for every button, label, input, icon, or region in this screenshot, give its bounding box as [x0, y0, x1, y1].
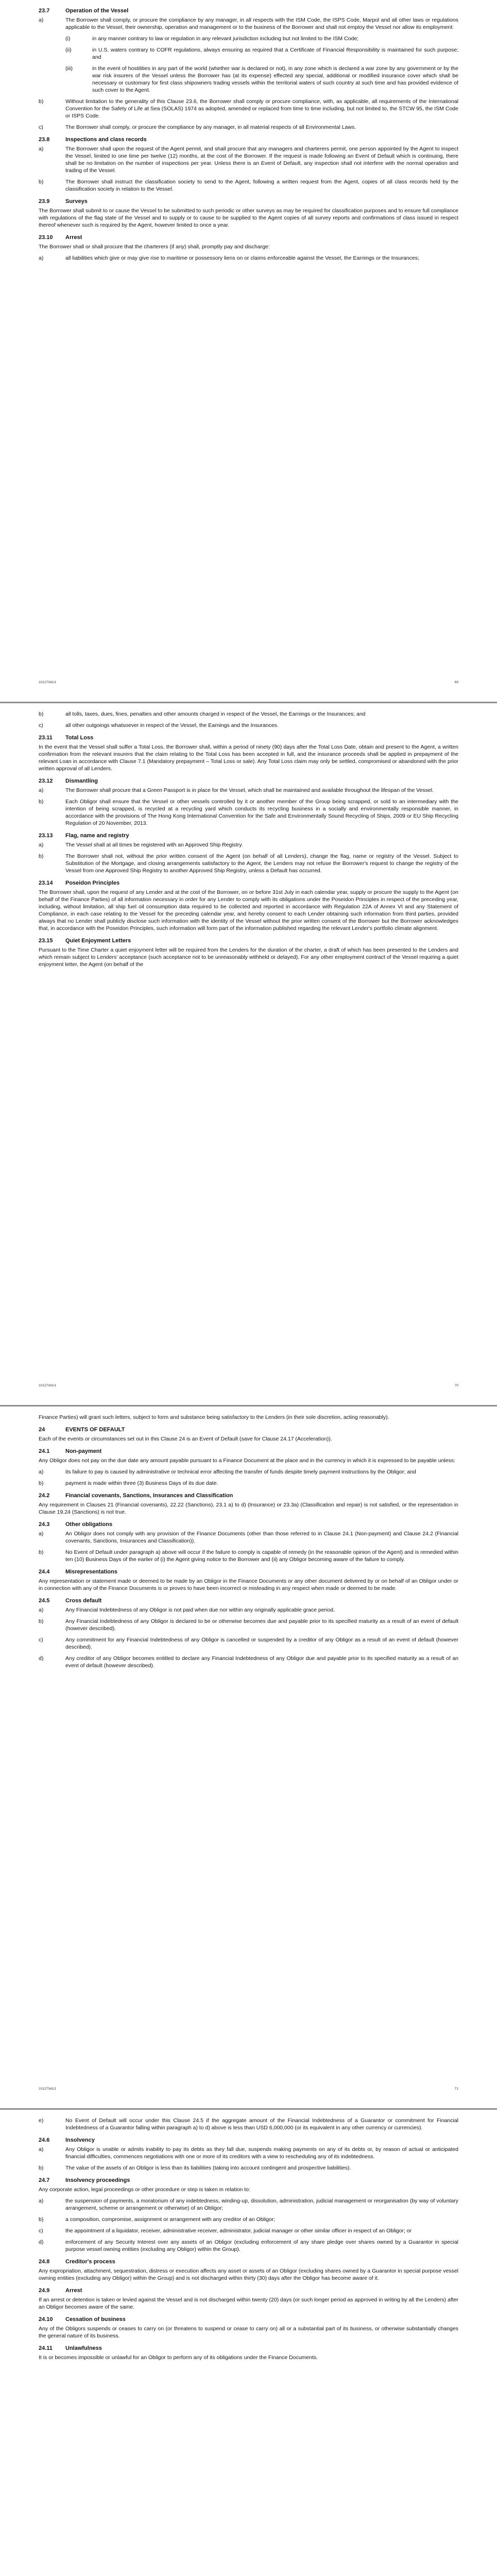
sub-item-text: in the event of hostilities in any part of the world (whether war is declared or not), in any zone which is declared a war zone by any government or by the war risk insurers of the Vessel unless the Borrower has (at its expense) effected any special, additional or modified insurance cover which shall be necessary or customary for first class shipowners trading vessels within the territorial waters of such country at such time and has provided evidence of such cover to the Agent. [92, 65, 458, 93]
clause-item [39, 1606, 458, 1614]
item-text: The Borrower shall comply, or procure the compliance by any manager, in all material respects of all Environmental Laws. [65, 124, 356, 130]
item-label: d) [39, 2239, 44, 2245]
sub-item-text: in U.S. waters contrary to COFR regulations, always ensuring as required that a Certificate of Financial Responsibility is maintained for such purpose; and [92, 47, 458, 60]
sub-item-label: (iii) [65, 65, 73, 72]
clause-item [39, 1549, 458, 1563]
paragraph: Pursuant to the Time Charter a quiet enjoyment letter will be required from the Lenders for the duration of the charter, a draft of which has been presented to the Lenders and which remain subject to Lenders' acceptance (such acceptance not to be unreasonably withheld or delayed). For any other employment contract of the Vessel requiring a quiet enjoyment letter, the Agent (on behalf of the [39, 947, 458, 968]
section-number: 23.13 [39, 833, 53, 839]
section-heading [39, 1521, 458, 1529]
paragraph: In the event that the Vessel shall suffer a Total Loss, the Borrower shall, within a period of ninety (90) days after the Total Loss Date, obtain and present to the Agent, a written confirmation from the relevant insurers that the claim relating to the Total Loss has been accepted in full, and the insurance proceeds shall be applied in prepayment of the relevant Loan in accordance with Clause 7.1 (Mandatory prepayment – Total Loss or sale). Any Total Loss claim may only be settled, compromised or abandoned with the prior written approval of all Lenders. [39, 744, 458, 772]
item-label: a) [39, 2146, 44, 2153]
section-number: 24.10 [39, 2316, 53, 2323]
item-label: b) [39, 98, 44, 105]
section-24-5 [39, 1597, 458, 1669]
item-label: a) [39, 1531, 44, 1537]
item-text: The Borrower shall comply, or procure the compliance by any manager, in all respects with the ISM Code, the ISPS Code, Marpol and all other laws or regulations applicable to the Vessel, their ownership, operation and management or to the business of the Borrower and shall not employ the Vessel nor allow its employment: [65, 17, 458, 30]
section-heading [39, 136, 458, 144]
section-number: 23.8 [39, 137, 50, 143]
section-number: 24 [39, 1427, 45, 1433]
section-title: Other obligations [65, 1521, 113, 1528]
section-number: 23.14 [39, 880, 53, 886]
clause-item [39, 255, 458, 262]
item-text: Any Obligor is unable or admits inability to pay its debts as they fall due, suspends making payments on any of its debts or, by reason of actual or anticipated financial difficulties, commences negotiations with one or more of its creditors with a view to rescheduling any of its indebtedness. [65, 2146, 458, 2160]
section-title: Quiet Enjoyment Letters [65, 938, 131, 944]
section-24-8 [39, 2258, 458, 2282]
item-text: An Obligor does not comply with any provision of the Finance Documents (other than those referred to in Clause 24.1 (Non-payment) and Clause 24.2 (Financial covenants, Sanctions, Insurances and Classification)). [65, 1531, 458, 1544]
section-23-7 [39, 7, 458, 131]
item-label: a) [39, 787, 44, 793]
section-title: Insolvency [65, 2137, 95, 2143]
continued-items [39, 2117, 458, 2131]
paragraph: The Borrower shall submit to or cause the Vessel to be submitted to such periodic or other surveys as may be required for classification purposes and to ensure full compliance with regulations of the flag state of the Vessel and to supply or to cause to be supplied to the Agent copies of all survey reports and confirmations of class issued in respect thereof whenever such is required by the Agent, however limited to once a year. [39, 208, 458, 228]
item-text: all other outgoings whatsoever in respect of the Vessel, the Earnings and the Insurances. [65, 722, 279, 728]
item-text: Any Financial Indebtedness of any Obligor is declared to be or otherwise becomes due and payable prior to its specified maturity as a result of an event of default (however described). [65, 1618, 458, 1632]
item-text: Any creditor of any Obligor becomes entitled to declare any Financial Indebtedness of any Obligor due and payable prior to its specified maturity as a result of an event of default (however described). [65, 1655, 458, 1669]
section-title: Arrest [65, 234, 82, 241]
item-text: payment is made within three (3) Business Days of its due date. [65, 1480, 218, 1486]
clause-item [39, 787, 458, 794]
section-title: Misrepresentations [65, 1569, 117, 1575]
clause-item [39, 1655, 458, 1669]
item-label: c) [39, 124, 43, 130]
section-heading [39, 2137, 458, 2144]
page-number: 71 [454, 2087, 458, 2091]
page-footer [39, 1384, 458, 1387]
section-24-11 [39, 2345, 458, 2361]
item-label: e) [39, 2117, 44, 2124]
item-text: Any Financial Indebtedness of any Obligor is not paid when due nor within any originally applicable grace period. [65, 1607, 335, 1613]
section-number: 23.9 [39, 198, 50, 205]
page-number: 70 [454, 1384, 458, 1387]
section-number: 23.11 [39, 735, 53, 741]
item-label: a) [39, 255, 44, 261]
item-label: b) [39, 853, 44, 859]
section-title: Cessation of business [65, 2316, 126, 2323]
item-text: all tolls, taxes, dues, fines, penalties and other amounts charged in respect of the Vessel, the Earnings or the Insurances; and [65, 711, 366, 717]
clause-item [39, 2216, 458, 2223]
section-title: Insolvency proceedings [65, 2177, 130, 2183]
section-number: 24.5 [39, 1598, 50, 1604]
section-title: Non-payment [65, 1448, 102, 1454]
clause-item [39, 2117, 458, 2131]
page-footer [39, 2087, 458, 2091]
section-23-11 [39, 734, 458, 772]
item-label: a) [39, 146, 44, 152]
item-label: c) [39, 722, 43, 728]
item-label: a) [39, 1469, 44, 1475]
doc-reference: 10127341/1 [39, 1384, 57, 1387]
clause-item [39, 1530, 458, 1545]
item-label: a) [39, 17, 44, 23]
section-title: Creditor's process [65, 2259, 115, 2265]
clause-item [39, 145, 458, 174]
section-title: Arrest [65, 2287, 82, 2294]
clause-item [39, 2164, 458, 2172]
continued-paragraph [39, 1414, 458, 1421]
clause-item [39, 798, 458, 827]
paragraph: Any corporate action, legal proceedings or other procedure or step is taken in relation to: [39, 2187, 250, 2193]
section-heading [39, 198, 458, 206]
paragraph: The Borrower shall or shall procure that the charterers (if any) shall, promptly pay and discharge: [39, 244, 270, 250]
section-heading [39, 2258, 458, 2266]
section-number: 24.3 [39, 1521, 50, 1528]
section-number: 24.8 [39, 2259, 50, 2265]
section-heading [39, 2177, 458, 2184]
section-heading [39, 1597, 458, 1605]
item-text: The Borrower shall procure that a Green Passport is in place for the Vessel, which shall be maintained and available throughout the lifespan of the Vessel. [65, 787, 434, 793]
item-label: b) [39, 711, 44, 717]
item-label: b) [39, 1549, 44, 1555]
section-title: Poseidon Principles [65, 880, 120, 886]
section-number: 23.10 [39, 234, 53, 241]
item-text: enforcement of any Security Interest over any assets of an Obligor (excluding enforcement of any share pledge over shares owned by a Guarantor in special purpose vessel owning entities (excluding any Obligor) within the Group). [65, 2239, 458, 2252]
paragraph: Any of the Obligors suspends or ceases to carry on (or threatens to suspend or cease to carry on) all or a substantial part of its business, or otherwise substantially changes the general nature of its business. [39, 2326, 458, 2339]
section-number: 24.9 [39, 2287, 50, 2294]
clause-item [39, 853, 458, 874]
item-label: c) [39, 2228, 43, 2234]
sub-item-text: in any manner contrary to law or regulation in any relevant jurisdiction including but not limited to the ISM Code; [92, 36, 359, 42]
item-text: Each Obligor shall ensure that the Vessel or other vessels controlled by it or another member of the Group being scrapped, or sold to an intermediary with the intention of being scrapped, is recycled at a recycling yard which conducts its recycling business in a socially and environmentally responsible manner, in accordance with the provisions of The Hong Kong International Convention for the Safe and Environmentally Sound Recycling of Ships, 2009 or EU Ship Recycling Regulation of 20 November, 2013. [65, 799, 458, 826]
section-number: 23.7 [39, 8, 50, 14]
page-footer [39, 681, 458, 684]
paragraph: It is or becomes impossible or unlawful for an Obligor to perform any of its obligations under the Finance Documents. [39, 2354, 318, 2361]
section-heading [39, 1492, 458, 1500]
paragraph: Any requirement in Clauses 21 (Financial covenants), 22.22 (Sanctions), 23.1 a) to d) (Insurance) or 23.3a) (Classification and repair) is not satisfied, or the representation in Clause 19.24 (Sanctions) is not true. [39, 1502, 458, 1515]
document-page [0, 2110, 497, 2576]
item-text: No Event of Default will occur under this Clause 24.5 if the aggregate amount of the Financial Indebtedness of a Guarantor or commitment for Financial Indebtedness of a Guarantor falling within paragraph a) to d) above is less than USD 6,000,000 (or its equivalent in any other currency or currencies). [65, 2117, 458, 2131]
section-title: Dismantling [65, 778, 98, 784]
section-title: Surveys [65, 198, 88, 205]
section-24-1 [39, 1448, 458, 1487]
document-page [0, 0, 497, 702]
continued-items [39, 710, 458, 729]
item-text: the appointment of a liquidator, receiver, administrative receiver, administrator, judicial manager or other similar officer in respect of an Obligor; or [65, 2228, 412, 2234]
section-23-8 [39, 136, 458, 193]
item-text: all liabilities which give or may give rise to maritime or possessory liens on or claims enforceable against the Vessel, the Earnings or the Insurances; [65, 255, 419, 261]
section-23-15 [39, 937, 458, 968]
section-heading [39, 879, 458, 887]
section-title: Financial covenants, Sanctions, Insurances and Classification [65, 1493, 233, 1499]
section-heading [39, 1426, 458, 1434]
clause-item [39, 1618, 458, 1632]
paragraph: Each of the events or circumstances set out in this Clause 24 is an Event of Default (save for Clause 24.17 (Acceleration)). [39, 1436, 332, 1442]
sub-item-label: (ii) [65, 47, 72, 53]
section-number: 24.1 [39, 1448, 50, 1454]
item-label: a) [39, 2198, 44, 2204]
paragraph: Any representation or statement made or deemed to be made by an Obligor in the Finance Documents or any other document delivered by or on behalf of an Obligor under or in connection with any of the Finance Documents is or proves to have been incorrect or misleading in any respect when made or deemed to be made. [39, 1578, 458, 1591]
clause-item [39, 1468, 458, 1476]
doc-reference: 10127341/1 [39, 681, 57, 684]
section-23-9 [39, 198, 458, 229]
section-24-10 [39, 2316, 458, 2340]
clause-item [39, 710, 458, 718]
section-24-7 [39, 2177, 458, 2253]
section-number: 24.2 [39, 1493, 50, 1499]
item-label: a) [39, 842, 44, 848]
section-number: 24.7 [39, 2177, 50, 2183]
item-label: b) [39, 179, 44, 185]
section-24-9 [39, 2287, 458, 2311]
item-text: The Borrower shall upon the request of the Agent permit, and shall procure that any managers and charterers permit, one person appointed by the Agent to inspect the Vessel, limited to one time per twelve (12) months, at the cost of the Borrower. If the request is made following an Event of Default which is continuing, there shall be no limitation on the number of inspections per year. Unless there is an Event of Default, any inspection shall not interfere with the normal operation and trading of the Vessel. [65, 146, 458, 174]
section-heading [39, 832, 458, 840]
section-24-4 [39, 1568, 458, 1592]
section-number: 24.6 [39, 2137, 50, 2143]
clause-item [39, 2227, 458, 2234]
section-heading [39, 1448, 458, 1455]
section-23-14 [39, 879, 458, 932]
section-23-10 [39, 234, 458, 262]
section-title: Operation of the Vessel [65, 8, 129, 14]
clause-item [39, 2146, 458, 2160]
doc-reference: 10127341/1 [39, 2087, 57, 2091]
item-label: b) [39, 799, 44, 805]
sub-item [65, 46, 458, 61]
document-page [0, 703, 497, 1405]
section-heading [39, 2316, 458, 2324]
section-heading [39, 7, 458, 15]
section-23-13 [39, 832, 458, 874]
item-label: c) [39, 1637, 43, 1643]
item-text: No Event of Default under paragraph a) above will occur if the failure to comply is capable of remedy (in the reasonable opinion of the Agent) and is remedied within ten (10) Business Days of the earlier of (i) the Agent giving notice to the Borrower and (ii) any Obligor becoming aware of the failure to comply. [65, 1549, 458, 1563]
item-label: d) [39, 1655, 44, 1662]
section-title: Flag, name and registry [65, 833, 129, 839]
sub-item-label: (i) [65, 36, 71, 42]
paragraph: Finance Parties) will grant such letters, subject to form and substance being satisfactory to the Lenders (in their sole discretion, acting reasonably). [39, 1414, 389, 1420]
item-text: its failure to pay is caused by administrative or technical error affecting the transfer of funds despite timely payment instructions by the Obligor; and [65, 1469, 416, 1475]
section-title: Cross default [65, 1598, 102, 1604]
clause-item [39, 2197, 458, 2212]
section-heading [39, 2287, 458, 2295]
item-text: a composition, compromise, assignment or arrangement with any creditor of an Obligor; [65, 2216, 276, 2223]
section-number: 23.15 [39, 938, 53, 944]
item-label: b) [39, 1618, 44, 1624]
clause-item [39, 98, 458, 120]
sub-item [65, 65, 458, 94]
clause-item [39, 1636, 458, 1651]
item-text: The Borrower shall instruct the classification society to send to the Agent, following a written request from the Agent, copies of all class records held by the classification society in relation to the Vessel. [65, 179, 458, 192]
item-text: The value of the assets of an Obligor is less than its liabilities (taking into account contingent and prospective liabilities). [65, 2165, 351, 2171]
clause-item [39, 124, 458, 131]
section-24-2 [39, 1492, 458, 1516]
section-heading [39, 777, 458, 785]
section-heading [39, 234, 458, 242]
clause-item [39, 178, 458, 193]
item-text: The Borrower shall not, without the prior written consent of the Agent (on behalf of all Lenders), change the flag, name or registry of the Vessel. Subject to Substitution of the Mortgage, and closing arrangements satisfactory to the Agent, the Lenders may not refuse the Borrower's request to change the registry of the Vessel from one Approved Ship Registry to another Approved Ship Registry, unless a Default has occurred. [65, 853, 458, 874]
section-title: EVENTS OF DEFAULT [65, 1427, 125, 1433]
item-text: Without limitation to the generality of this Clause 23.6, the Borrower shall comply or procure compliance, with, as applicable, all requirements of the International Convention for the Safety of Life at Sea (SOLAS) 1974 as adopted, amended or replaced from time to time including, but not limited to, the STCW 95, the ISM Code or ISPS Code. [65, 98, 458, 119]
section-24-6 [39, 2137, 458, 2172]
section-title: Total Loss [65, 735, 94, 741]
item-text: Any commitment for any Financial Indebtedness of any Obligor is cancelled or suspended by a creditor of any Obligor as a result of an event of default (however described). [65, 1637, 458, 1650]
item-label: b) [39, 2165, 44, 2171]
item-label: b) [39, 2216, 44, 2223]
sub-item [65, 35, 458, 42]
section-23-12 [39, 777, 458, 827]
section-24-3 [39, 1521, 458, 1563]
clause-item [39, 722, 458, 729]
section-number: 24.4 [39, 1569, 50, 1575]
paragraph: Any expropriation, attachment, sequestration, distress or execution affects any asset or assets of an Obligor (excluding shares owned by a Guarantor in special purpose vessel owning entities (excluding any Obligor) within the Group) and is not discharged within thirty (30) days after the Obligor has become aware of it. [39, 2268, 458, 2281]
item-text: The Vessel shall at all times be registered with an Approved Ship Registry. [65, 842, 243, 848]
item-label: a) [39, 1607, 44, 1613]
section-heading [39, 937, 458, 945]
page-number: 69 [454, 681, 458, 684]
section-heading [39, 1568, 458, 1576]
section-number: 23.12 [39, 778, 53, 784]
paragraph: Any Obligor does not pay on the due date any amount payable pursuant to a Finance Document at the place and in the currency in which it is expressed to be payable unless: [39, 1458, 456, 1464]
paragraph: The Borrower shall, upon the request of any Lender and at the cost of the Borrower, on or before 31st July in each calendar year, supply or procure the supply to the Agent (on behalf of the Finance Parties) of all information necessary in order for any Lender to comply with its obligations under the Poseidon Principles in respect of the preceding year, including, without limitation, all ship fuel oil consumption data required to be collected and reported in accordance with Regulation 22A of Annex VI and any Statement of Compliance, in each case relating to the Vessel for the preceding calendar year, and hereby consent to each Lender obtaining such information from third parties, provided always that no Lender shall publicly disclose such information with the identity of the Vessel without the prior written consent of the Borrower but the Borrower acknowledges that, in accordance with the Poseidon Principles, such information will form part of the information published regarding the relevant Lender's portfolio climate alignment. [39, 889, 458, 931]
clause-item [39, 16, 458, 31]
item-label: b) [39, 1480, 44, 1486]
clause-item [39, 1480, 458, 1487]
section-24 [39, 1426, 458, 1443]
document-page [0, 1406, 497, 2108]
clause-item [39, 841, 458, 849]
section-title: Unlawfulness [65, 2345, 102, 2351]
section-heading [39, 2345, 458, 2352]
section-title: Inspections and class records [65, 137, 147, 143]
section-heading [39, 734, 458, 742]
item-text: the suspension of payments, a moratorium of any indebtedness, winding-up, dissolution, administration, judicial management or reorganisation (by way of voluntary arrangement, scheme or arrangement or otherwise) of an Obligor; [65, 2198, 458, 2211]
clause-item [39, 2239, 458, 2253]
section-number: 24.11 [39, 2345, 53, 2351]
paragraph: If an arrest or detention is taken or levied against the Vessel and is not discharged within twenty (20) days (or such longer period as approved in writing by all the Lenders) after an Obligor becomes aware of the same. [39, 2297, 458, 2310]
